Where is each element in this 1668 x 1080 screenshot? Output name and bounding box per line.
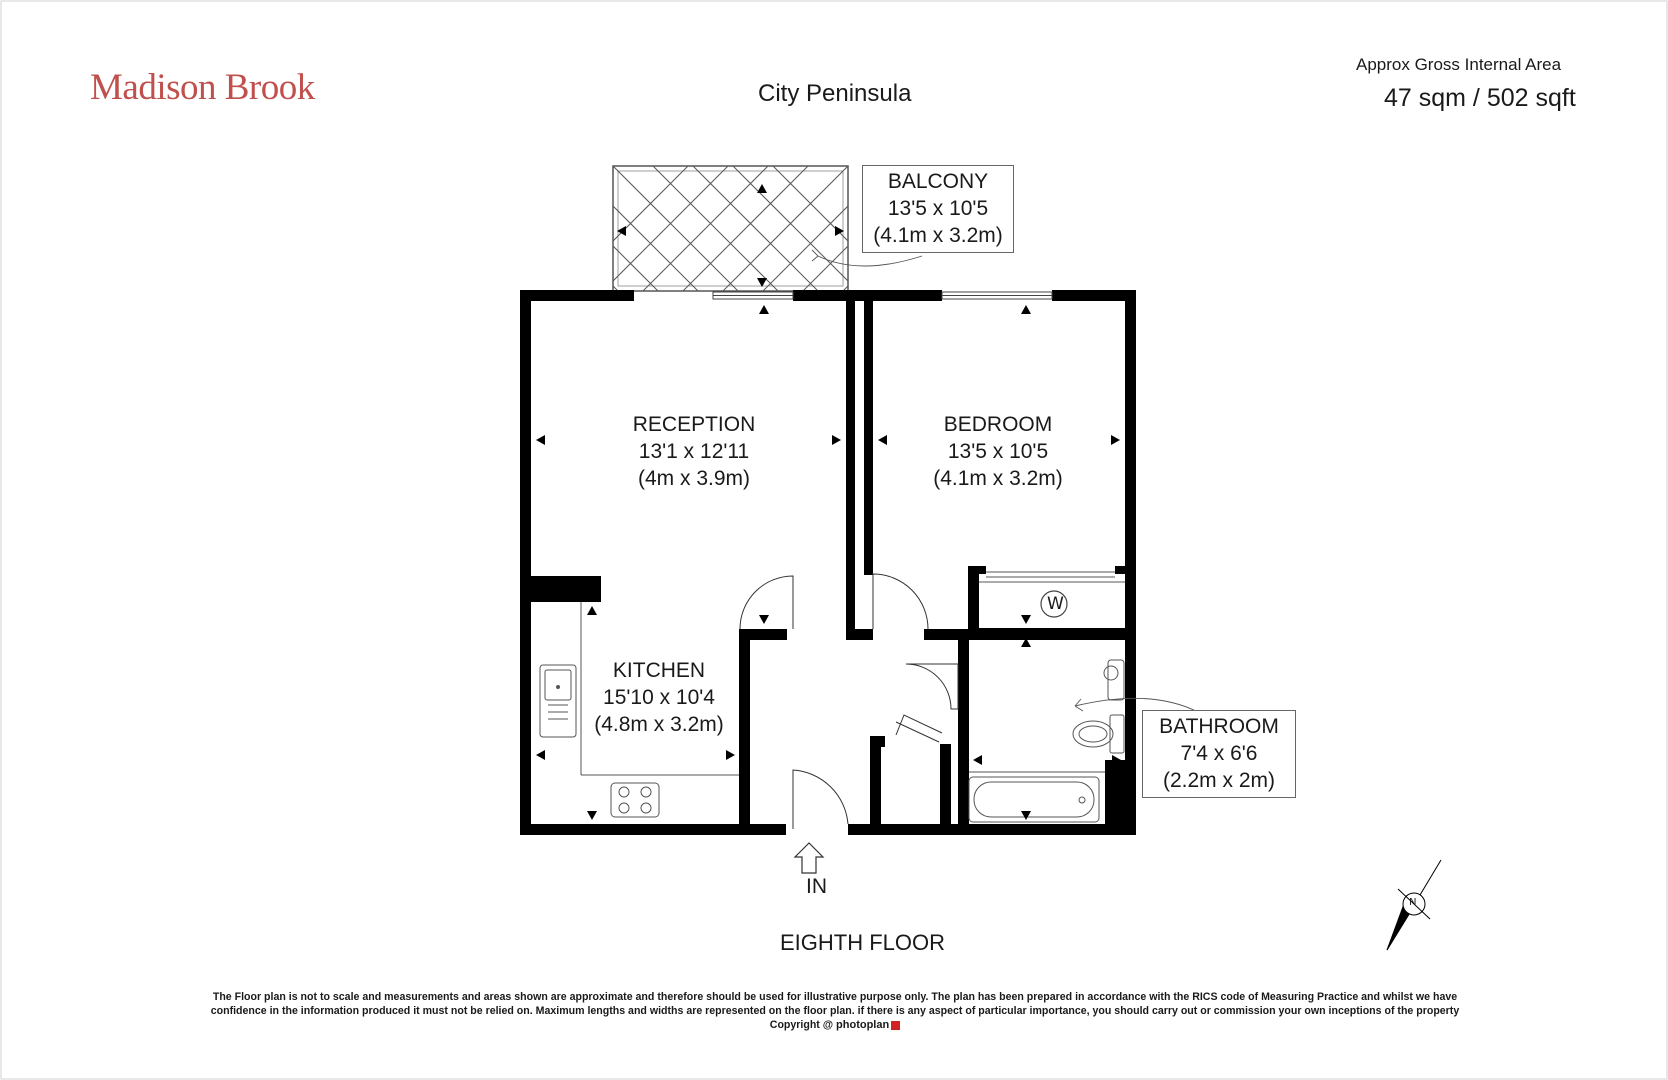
wall-pier [531, 576, 601, 602]
brand-logo[interactable]: Madison Brook [90, 67, 315, 108]
wall-cupboard-left [870, 736, 881, 826]
wall-top-right [1052, 290, 1136, 301]
wall-reception-bedroom-b [864, 301, 873, 575]
hob-icon [611, 783, 659, 817]
disclaimer [100, 990, 1570, 1032]
room-size-metric: (4.1m x 3.2m) [873, 224, 1003, 247]
room-size-imperial: 15'10 x 10'4 [603, 686, 715, 709]
dimension-arrow-icon [726, 750, 735, 760]
room-name: BALCONY [887, 170, 989, 193]
wall-bathroom-left [958, 640, 969, 825]
floor-label: EIGHTH FLOOR [780, 930, 946, 955]
wall-right [1125, 290, 1136, 835]
wall-hall-left [739, 629, 750, 829]
room-size-imperial: 13'1 x 12'11 [638, 440, 750, 463]
wall-top-mid [793, 290, 942, 301]
disclaimer-line-1: The Floor plan is not to scale and measurements and areas shown are approximate and therefore should be used for illustrative purpose only. The plan has been prepared in accordance with the RICS code of Measuring Practice and whilst we have [212, 991, 1458, 1003]
wall-wardrobe-left [968, 566, 979, 632]
bath-pier [1105, 760, 1125, 824]
wardrobe [979, 572, 1125, 582]
door-swing-icon [793, 770, 848, 829]
room-label-bathroom [1142, 710, 1296, 798]
page-border [1, 1, 1667, 1079]
dimension-arrow-icon [1021, 305, 1031, 314]
room-label-balcony [862, 165, 1014, 253]
dimension-arrow-icon [536, 435, 545, 445]
room-label-kitchen [579, 657, 739, 738]
room-size-imperial: 13'5 x 10'5 [887, 197, 989, 220]
dimension-arrow-icon [759, 615, 769, 624]
wall-bottom-right [848, 824, 1136, 835]
wall-top-left [520, 290, 634, 301]
gross-area-label: Approx Gross Internal Area [1356, 55, 1562, 74]
room-size-imperial: 7'4 x 6'6 [1180, 742, 1258, 765]
copyright-text: Copyright @ [769, 1019, 834, 1031]
door-swing-icon [873, 574, 928, 629]
wall-bathroom-top [969, 628, 1125, 634]
photoplan-logo: photoplan [836, 1019, 890, 1031]
wall-wardrobe-top-right [1115, 566, 1125, 574]
dimension-arrow-icon [973, 755, 982, 765]
room-size-imperial: 13'5 x 10'5 [947, 440, 1049, 463]
compass-north-label: N [1409, 897, 1417, 908]
copyright-line [100, 1018, 1570, 1032]
dimension-arrow-icon [878, 435, 887, 445]
photoplan-logo-icon [891, 1021, 900, 1030]
dimension-arrow-icon [536, 750, 545, 760]
gross-area-value: 47 sqm / 502 sqft [1384, 84, 1576, 112]
wall-hall-top-mid [846, 629, 873, 640]
wall-cupboard-top [870, 736, 885, 747]
dimension-arrow-icon [832, 435, 841, 445]
washer-label: W [1047, 594, 1064, 614]
dimension-arrow-icon [587, 606, 597, 615]
room-size-metric: (4.1m x 3.2m) [933, 467, 1063, 490]
bathroom-fittings [969, 660, 1124, 822]
toilet-icon [1110, 715, 1124, 753]
dimension-arrow-icon [1111, 435, 1120, 445]
property-name: City Peninsula [758, 80, 912, 107]
door-swing-icon [896, 722, 939, 742]
door-swing-icon [906, 664, 958, 709]
entrance-label: IN [806, 875, 827, 898]
room-name: BEDROOM [943, 413, 1053, 436]
wall-reception-bedroom-a [846, 301, 855, 634]
dimension-arrow-icon [1021, 811, 1031, 820]
room-size-metric: (2.2m x 2m) [1162, 769, 1275, 792]
wall-left [520, 290, 531, 835]
walls [520, 290, 1136, 835]
door-swing-icon [740, 576, 793, 629]
disclaimer-line-2: confidence in the information produced it must not be relied on. Maximum lengths and widths are represented on the floor plan. if there is any aspect of particular importance, you should carry out or commission your own inceptions of the property [210, 1005, 1460, 1017]
room-name: BATHROOM [1159, 715, 1279, 738]
room-name: KITCHEN [612, 659, 706, 682]
entrance-arrow-icon [795, 843, 823, 873]
wall-cupboard-right [940, 744, 951, 826]
room-name: RECEPTION [632, 413, 756, 436]
room-size-metric: (4.8m x 3.2m) [594, 713, 724, 736]
dimension-arrow-icon [1021, 615, 1031, 624]
wall-wardrobe-top-left [968, 566, 986, 574]
room-label-bedroom [898, 411, 1098, 492]
dimension-arrow-icon [759, 305, 769, 314]
dimension-arrow-icon [587, 811, 597, 820]
room-size-metric: (4m x 3.9m) [637, 467, 750, 490]
room-label-reception [594, 411, 794, 492]
